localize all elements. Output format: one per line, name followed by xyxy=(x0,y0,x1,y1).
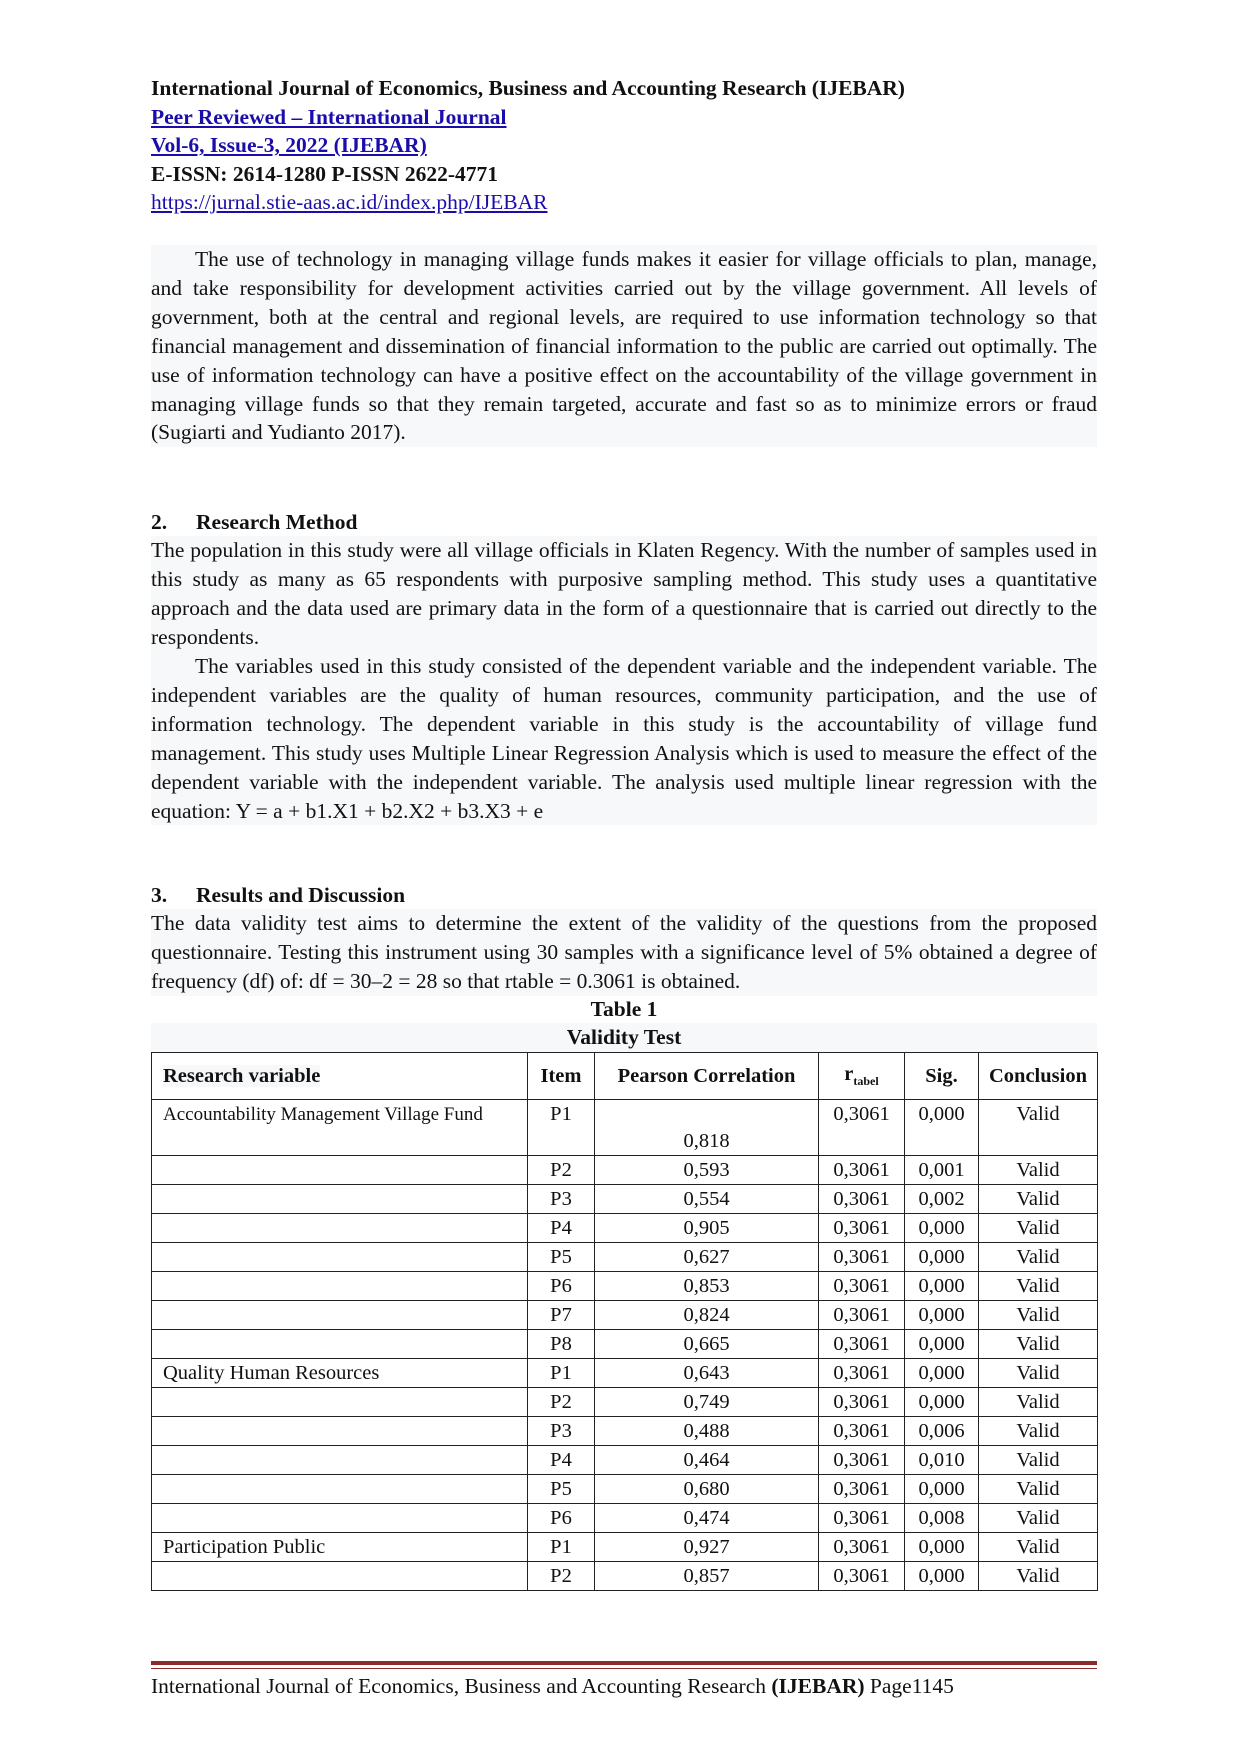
cell-rtabel: 0,3061 xyxy=(819,1359,905,1388)
cell-conclusion: Valid xyxy=(979,1214,1098,1243)
method-paragraph-1: The population in this study were all village officials in Klaten Regency. With the number of samples used in this study as many as 65 respondents with purposive sampling method. This study uses a quantitative approach and the data used are primary data in the form of a questionnaire that is carried out directly to the respondents. xyxy=(151,536,1097,652)
section-heading-results xyxy=(151,881,405,909)
cell-item: P8 xyxy=(528,1330,595,1359)
cell-research-variable xyxy=(152,1185,528,1214)
cell-rtabel: 0,3061 xyxy=(819,1100,905,1156)
cell-item: P2 xyxy=(528,1156,595,1185)
cell-research-variable xyxy=(152,1417,528,1446)
cell-conclusion: Valid xyxy=(979,1562,1098,1591)
cell-sig: 0,000 xyxy=(905,1272,979,1301)
table-row xyxy=(152,1243,1098,1272)
cell-conclusion: Valid xyxy=(979,1388,1098,1417)
cell-pearson-correlation: 0,488 xyxy=(595,1417,819,1446)
cell-pearson-correlation: 0,680 xyxy=(595,1475,819,1504)
table-row xyxy=(152,1156,1098,1185)
cell-pearson-correlation: 0,818 xyxy=(595,1100,819,1156)
table-row xyxy=(152,1504,1098,1533)
cell-sig: 0,000 xyxy=(905,1301,979,1330)
cell-research-variable xyxy=(152,1388,528,1417)
cell-research-variable: Participation Public xyxy=(152,1533,528,1562)
section-number: 3. xyxy=(151,883,168,907)
table-row xyxy=(152,1388,1098,1417)
cell-research-variable xyxy=(152,1504,528,1533)
cell-conclusion: Valid xyxy=(979,1156,1098,1185)
cell-conclusion: Valid xyxy=(979,1533,1098,1562)
intro-paragraph: The use of technology in managing village funds makes it easier for village officials to plan, manage, and take responsibility for development activities carried out by the village government. All levels of government, both at the central and regional levels, are required to use information technology so that financial management and dissemination of financial information to the public are carried out optimally. The use of information technology can have a positive effect on the accountability of the village government in managing village funds so that they remain targeted, accurate and fast so as to minimize errors or fraud (Sugiarti and Yudianto 2017). xyxy=(151,245,1097,447)
cell-pearson-correlation: 0,749 xyxy=(595,1388,819,1417)
table-row xyxy=(152,1475,1098,1504)
cell-rtabel: 0,3061 xyxy=(819,1504,905,1533)
cell-sig: 0,000 xyxy=(905,1562,979,1591)
footer-page-number: Page1145 xyxy=(864,1674,954,1698)
cell-research-variable xyxy=(152,1243,528,1272)
cell-conclusion: Valid xyxy=(979,1272,1098,1301)
cell-pearson-correlation: 0,627 xyxy=(595,1243,819,1272)
cell-sig: 0,001 xyxy=(905,1156,979,1185)
cell-conclusion: Valid xyxy=(979,1446,1098,1475)
cell-item: P4 xyxy=(528,1214,595,1243)
table-row xyxy=(152,1185,1098,1214)
cell-conclusion: Valid xyxy=(979,1417,1098,1446)
journal-title: International Journal of Economics, Business and Accounting Research (IJEBAR) xyxy=(151,76,905,100)
cell-rtabel: 0,3061 xyxy=(819,1156,905,1185)
cell-pearson-correlation: 0,643 xyxy=(595,1359,819,1388)
table-row xyxy=(152,1417,1098,1446)
cell-item: P1 xyxy=(528,1359,595,1388)
cell-item: P4 xyxy=(528,1446,595,1475)
cell-item: P5 xyxy=(528,1475,595,1504)
cell-rtabel: 0,3061 xyxy=(819,1272,905,1301)
cell-item: P2 xyxy=(528,1562,595,1591)
footer-rule xyxy=(151,1661,1097,1665)
footer-rule-thin xyxy=(151,1668,1097,1669)
cell-research-variable xyxy=(152,1214,528,1243)
cell-research-variable xyxy=(152,1330,528,1359)
header-research-variable: Research variable xyxy=(152,1053,528,1100)
header-item: Item xyxy=(528,1053,595,1100)
header-pearson-correlation: Pearson Correlation xyxy=(595,1053,819,1100)
cell-rtabel: 0,3061 xyxy=(819,1185,905,1214)
cell-conclusion: Valid xyxy=(979,1359,1098,1388)
journal-header xyxy=(151,74,1097,217)
cell-rtabel: 0,3061 xyxy=(819,1243,905,1272)
issn-line: E-ISSN: 2614-1280 P-ISSN 2622-4771 xyxy=(151,161,499,186)
cell-sig: 0,000 xyxy=(905,1330,979,1359)
cell-rtabel: 0,3061 xyxy=(819,1533,905,1562)
cell-research-variable xyxy=(152,1272,528,1301)
cell-item: P3 xyxy=(528,1417,595,1446)
cell-pearson-correlation: 0,474 xyxy=(595,1504,819,1533)
cell-research-variable xyxy=(152,1301,528,1330)
cell-rtabel: 0,3061 xyxy=(819,1475,905,1504)
cell-sig: 0,000 xyxy=(905,1359,979,1388)
table-body xyxy=(152,1100,1098,1591)
cell-sig: 0,000 xyxy=(905,1388,979,1417)
cell-pearson-correlation: 0,905 xyxy=(595,1214,819,1243)
cell-research-variable: Quality Human Resources xyxy=(152,1359,528,1388)
cell-rtabel: 0,3061 xyxy=(819,1562,905,1591)
table-title: Validity Test xyxy=(151,1023,1097,1052)
cell-item: P6 xyxy=(528,1504,595,1533)
cell-sig: 0,010 xyxy=(905,1446,979,1475)
cell-item: P5 xyxy=(528,1243,595,1272)
cell-sig: 0,008 xyxy=(905,1504,979,1533)
cell-item: P2 xyxy=(528,1388,595,1417)
cell-sig: 0,000 xyxy=(905,1100,979,1156)
cell-sig: 0,000 xyxy=(905,1214,979,1243)
peer-reviewed-link[interactable]: Peer Reviewed – International Journal xyxy=(151,104,507,129)
cell-research-variable: Accountability Management Village Fund xyxy=(152,1100,528,1156)
volume-link[interactable]: Vol-6, Issue-3, 2022 (IJEBAR) xyxy=(151,133,427,158)
cell-item: P1 xyxy=(528,1533,595,1562)
cell-conclusion: Valid xyxy=(979,1330,1098,1359)
cell-conclusion: Valid xyxy=(979,1185,1098,1214)
cell-research-variable xyxy=(152,1446,528,1475)
section-heading-research-method xyxy=(151,508,357,536)
cell-research-variable xyxy=(152,1156,528,1185)
table-row xyxy=(152,1330,1098,1359)
section-number: 2. xyxy=(151,510,168,534)
cell-sig: 0,000 xyxy=(905,1533,979,1562)
cell-conclusion: Valid xyxy=(979,1243,1098,1272)
cell-sig: 0,000 xyxy=(905,1475,979,1504)
cell-conclusion: Valid xyxy=(979,1504,1098,1533)
validity-table xyxy=(151,1052,1098,1591)
cell-item: P7 xyxy=(528,1301,595,1330)
cell-rtabel: 0,3061 xyxy=(819,1214,905,1243)
table-row xyxy=(152,1301,1098,1330)
table-row xyxy=(152,1214,1098,1243)
cell-conclusion: Valid xyxy=(979,1475,1098,1504)
cell-research-variable xyxy=(152,1475,528,1504)
method-paragraph-2: The variables used in this study consisted of the dependent variable and the independent variable. The independent variables are the quality of human resources, community participation, and the use of information technology. The dependent variable in this study is the accountability of village fund management. This study uses Multiple Linear Regression Analysis which is used to measure the effect of the dependent variable with the independent variable. The analysis used multiple linear regression with the equation: Y = a + b1.X1 + b2.X2 + b3.X3 + e xyxy=(151,652,1097,825)
section-title: Research Method xyxy=(196,510,358,534)
table-row xyxy=(152,1100,1098,1156)
cell-conclusion: Valid xyxy=(979,1100,1098,1156)
cell-pearson-correlation: 0,857 xyxy=(595,1562,819,1591)
cell-pearson-correlation: 0,464 xyxy=(595,1446,819,1475)
cell-rtabel: 0,3061 xyxy=(819,1446,905,1475)
cell-rtabel: 0,3061 xyxy=(819,1301,905,1330)
cell-item: P3 xyxy=(528,1185,595,1214)
table-row xyxy=(152,1446,1098,1475)
cell-pearson-correlation: 0,554 xyxy=(595,1185,819,1214)
table-header-row xyxy=(152,1053,1098,1100)
table-row xyxy=(152,1359,1098,1388)
cell-sig: 0,002 xyxy=(905,1185,979,1214)
results-paragraph-1: The data validity test aims to determine the extent of the validity of the questions from the proposed questionnaire. Testing this instrument using 30 samples with a significance level of 5% obtained a degree of frequency (df) of: df = 30–2 = 28 so that rtable = 0.3061 is obtained. xyxy=(151,909,1097,996)
footer-abbr: (IJEBAR) xyxy=(771,1674,865,1698)
header-sig: Sig. xyxy=(905,1053,979,1100)
cell-sig: 0,000 xyxy=(905,1243,979,1272)
cell-conclusion: Valid xyxy=(979,1301,1098,1330)
table-label: Table 1 xyxy=(590,997,658,1021)
cell-rtabel: 0,3061 xyxy=(819,1388,905,1417)
cell-pearson-correlation: 0,593 xyxy=(595,1156,819,1185)
section-title: Results and Discussion xyxy=(196,883,406,907)
cell-item: P1 xyxy=(528,1100,595,1156)
page-footer xyxy=(151,1672,1097,1700)
cell-rtabel: 0,3061 xyxy=(819,1417,905,1446)
cell-item: P6 xyxy=(528,1272,595,1301)
cell-pearson-correlation: 0,927 xyxy=(595,1533,819,1562)
cell-rtabel: 0,3061 xyxy=(819,1330,905,1359)
footer-journal-name: International Journal of Economics, Business and Accounting Research xyxy=(151,1674,772,1698)
cell-pearson-correlation: 0,665 xyxy=(595,1330,819,1359)
table-row xyxy=(152,1533,1098,1562)
cell-sig: 0,006 xyxy=(905,1417,979,1446)
cell-pearson-correlation: 0,824 xyxy=(595,1301,819,1330)
cell-pearson-correlation: 0,853 xyxy=(595,1272,819,1301)
journal-url-link[interactable]: https://jurnal.stie-aas.ac.id/index.php/IJEBAR xyxy=(151,190,548,215)
table-row xyxy=(152,1272,1098,1301)
table-row xyxy=(152,1562,1098,1591)
cell-research-variable xyxy=(152,1562,528,1591)
header-rtabel: $r_{tabel}$ xyxy=(819,1053,905,1100)
header-conclusion: Conclusion xyxy=(979,1053,1098,1100)
